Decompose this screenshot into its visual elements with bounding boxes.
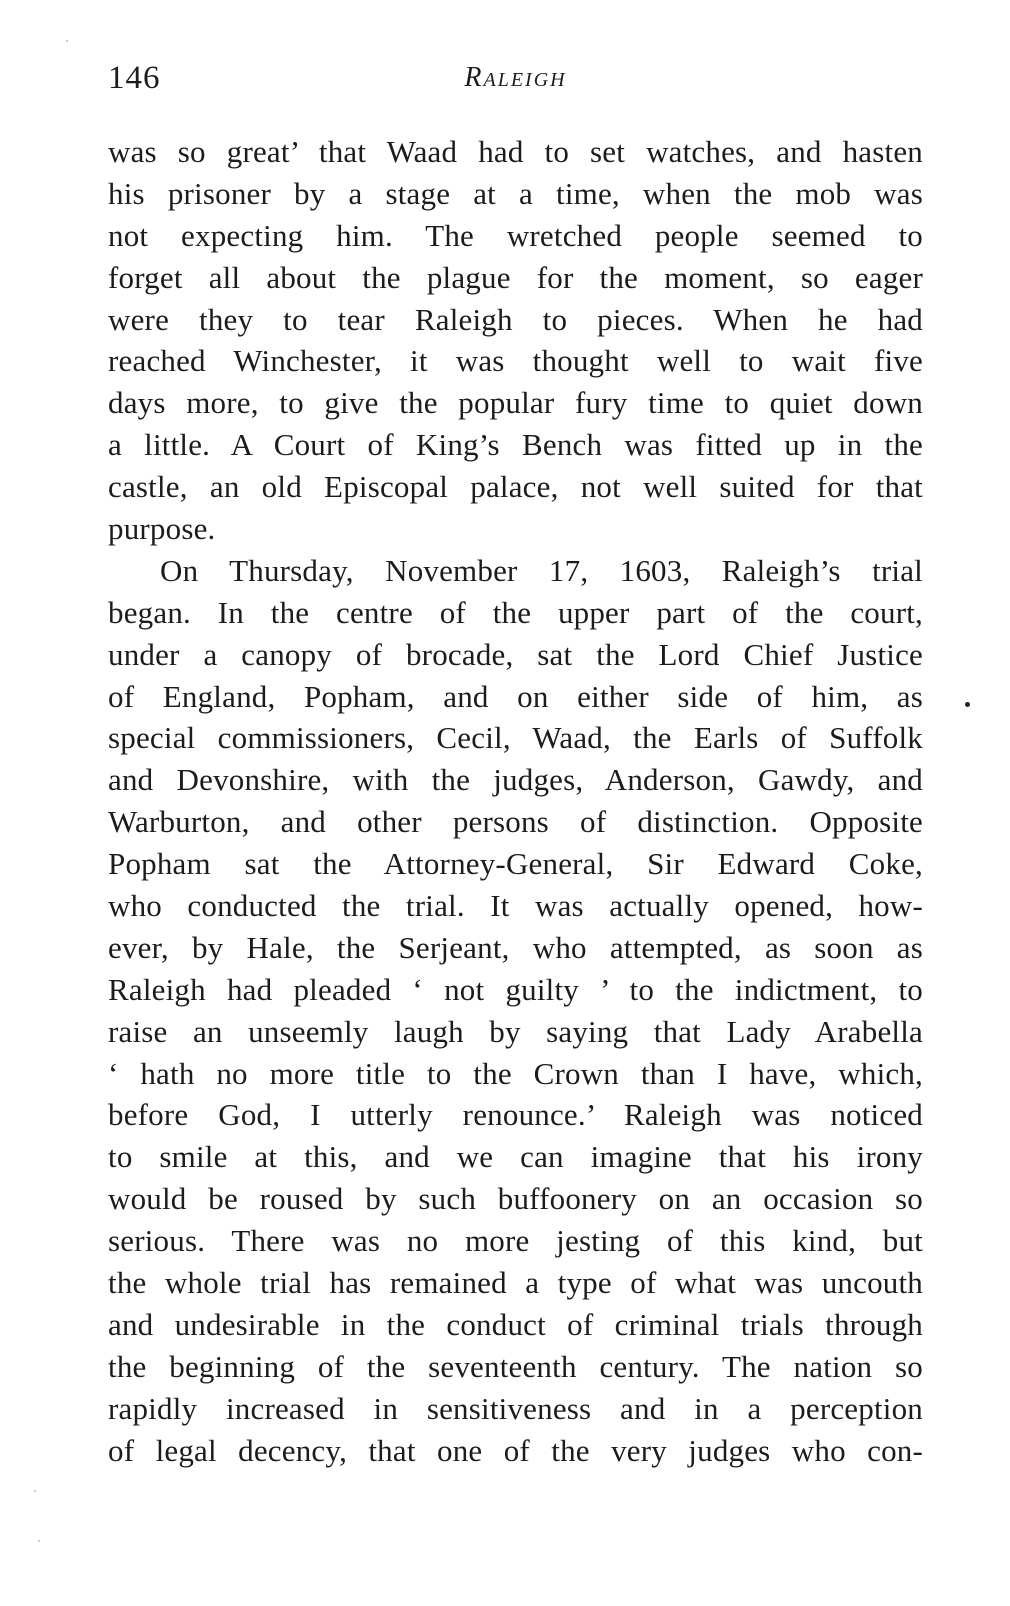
text-line: ever, by Hale, the Serjeant, who attempted, as soon as [108,929,923,965]
text-line: raise an unseemly laugh by saying that Lady Arabella [108,1013,923,1049]
text-line: special commissioners, Cecil, Waad, the Earls of Suffolk [108,720,923,756]
text-line: the whole trial has remained a type of what was uncouth [108,1265,923,1301]
page-number: 146 [108,60,161,96]
text-line: began. In the centre of the upper part of the court, [108,594,923,630]
scan-speck [38,1540,40,1542]
text-line: forget all about the plague for the moment, so eager [108,259,923,295]
text-line: serious. There was no more jesting of this kind, but [108,1223,923,1259]
text-line: On Thursday, November 17, 1603, Raleigh’s trial [160,552,923,588]
text-line: and Devonshire, with the judges, Anderson, Gawdy, and [108,762,923,798]
text-line: of England, Popham, and on either side of him, as [108,678,923,714]
text-line: who conducted the trial. It was actually opened, how- [108,888,923,924]
text-line: a little. A Court of King’s Bench was fitted up in the [108,427,923,463]
scan-speck [34,1490,36,1492]
text-line: not expecting him. The wretched people seemed to [108,217,923,253]
text-line: before God, I utterly renounce.’ Raleigh was noticed [108,1097,923,1133]
text-line: purpose. [108,511,216,547]
text-line: of legal decency, that one of the very judges who con- [108,1432,923,1468]
text-line: Raleigh had pleaded ‘ not guilty ’ to the indictment, to [108,971,923,1007]
text-line: would be roused by such buffoonery on an occasion so [108,1181,923,1217]
text-line: reached Winchester, it was thought well to wait five [108,343,923,379]
text-line: ‘ hath no more title to the Crown than I have, which, [108,1055,923,1091]
text-line: castle, an old Episcopal palace, not well suited for that [108,469,923,505]
running-title: Raleigh [464,62,567,93]
text-line: days more, to give the popular fury time to quiet down [108,385,923,421]
text-line: the beginning of the seventeenth century. The nation so [108,1348,923,1384]
scan-speck [66,40,68,42]
text-line: was so great’ that Waad had to set watches, and hasten [108,134,923,169]
text-line: under a canopy of brocade, sat the Lord Chief Justice [108,636,923,672]
body-text [108,131,923,1472]
margin-ink-mark [965,702,970,707]
page-header [108,58,923,108]
text-line: Warburton, and other persons of distinction. Opposite [108,804,923,840]
text-line: his prisoner by a stage at a time, when the mob was [108,175,923,211]
text-line: Popham sat the Attorney-General, Sir Edward Coke, [108,846,923,882]
text-line: rapidly increased in sensitiveness and in a perception [108,1390,923,1426]
text-line: to smile at this, and we can imagine that his irony [108,1139,923,1175]
text-line: were they to tear Raleigh to pieces. When he had [108,301,923,337]
text-line: and undesirable in the conduct of criminal trials through [108,1306,923,1342]
